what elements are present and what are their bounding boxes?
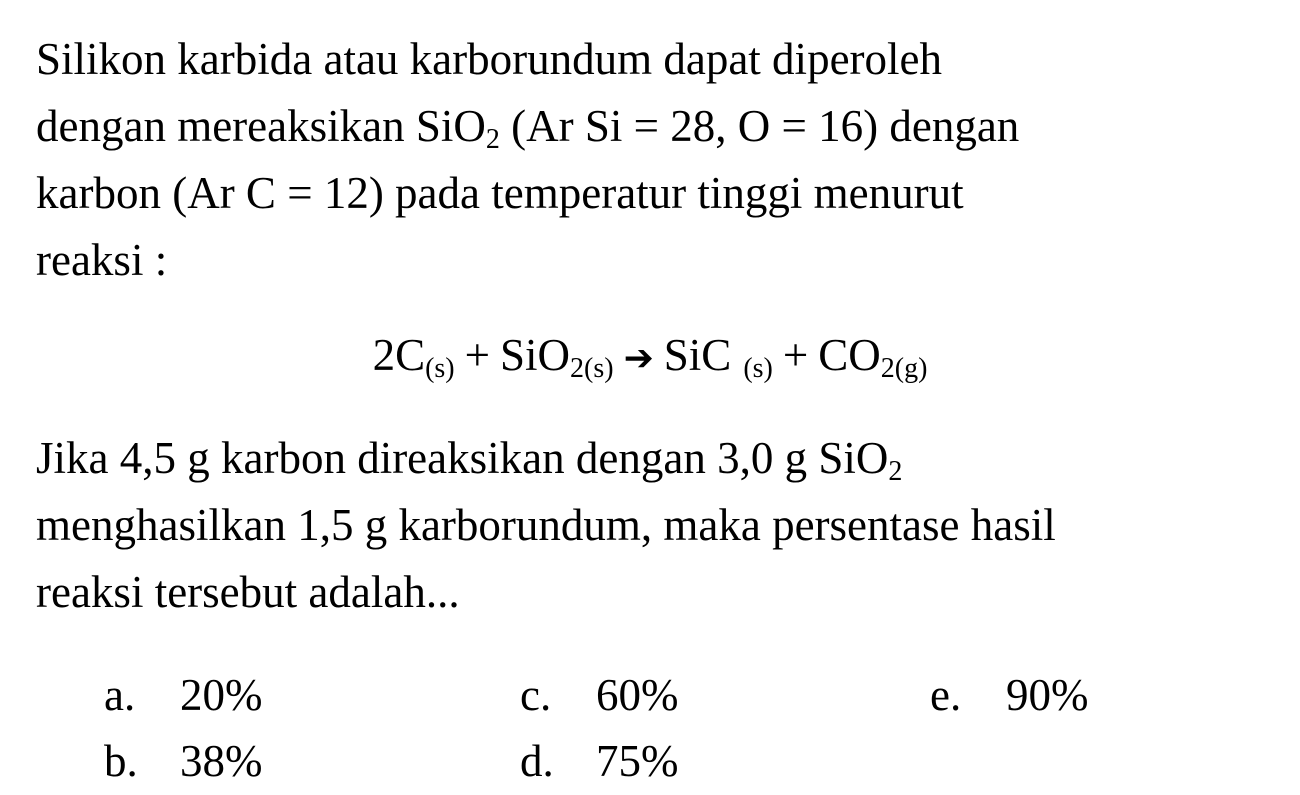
reaction-equation [0, 322, 1300, 392]
option-c[interactable] [520, 662, 679, 729]
question-line-2-text-end: (Ar Si = 28, O = 16) dengan [499, 101, 1020, 151]
reactant-carbon-state: (s) [425, 353, 455, 384]
option-a[interactable] [104, 662, 263, 729]
question-line-1 [36, 26, 1019, 93]
question-line-1-text: Silikon karbida atau karborundum dapat diperoleh [36, 34, 942, 84]
reaction-arrow-icon: ➔ [623, 338, 654, 379]
question-paragraph [36, 26, 1019, 294]
problem-line-3-text: reaksi tersebut adalah... [36, 567, 460, 617]
problem-line-1 [36, 425, 1056, 492]
plus-sign: + [464, 330, 491, 380]
option-c-value: 60% [596, 670, 679, 720]
option-e-value: 90% [1006, 670, 1089, 720]
reactant-silica: SiO [500, 330, 571, 380]
option-d[interactable] [520, 728, 679, 795]
question-line-3 [36, 160, 1019, 227]
option-b[interactable] [104, 728, 263, 795]
product-carbon-dioxide: CO [818, 330, 881, 380]
problem-line-2-text: menghasilkan 1,5 g karborundum, maka persentase hasil [36, 500, 1056, 550]
question-line-2-text: dengan mereaksikan SiO [36, 101, 486, 151]
option-d-value: 75% [596, 736, 679, 786]
option-e-letter: e. [930, 670, 962, 720]
problem-line-1-text: Jika 4,5 g karbon direaksikan dengan 3,0 g SiO [36, 433, 889, 483]
problem-line-3 [36, 559, 1056, 626]
option-b-value: 38% [180, 736, 263, 786]
problem-paragraph [36, 425, 1056, 626]
option-a-value: 20% [180, 670, 263, 720]
reactant-carbon: 2C [372, 330, 426, 380]
question-line-4-text: reaksi : [36, 235, 168, 285]
option-b-letter: b. [104, 736, 138, 786]
problem-line-1-subscript: 2 [888, 456, 903, 487]
problem-line-2 [36, 492, 1056, 559]
product-silicon-carbide-state: (s) [743, 353, 773, 384]
product-silicon-carbide: SiC [663, 330, 732, 380]
option-c-letter: c. [520, 670, 552, 720]
reactant-silica-state: 2(s) [570, 353, 614, 384]
option-a-letter: a. [104, 670, 136, 720]
option-e[interactable] [930, 662, 1089, 729]
question-line-3-text: karbon (Ar C = 12) pada temperatur tinggi menurut [36, 168, 964, 218]
question-line-2 [36, 93, 1019, 160]
plus-sign-2: + [782, 330, 809, 380]
question-line-2-subscript: 2 [485, 124, 500, 155]
product-carbon-dioxide-state: 2(g) [880, 353, 928, 384]
question-line-4 [36, 227, 1019, 294]
option-d-letter: d. [520, 736, 554, 786]
